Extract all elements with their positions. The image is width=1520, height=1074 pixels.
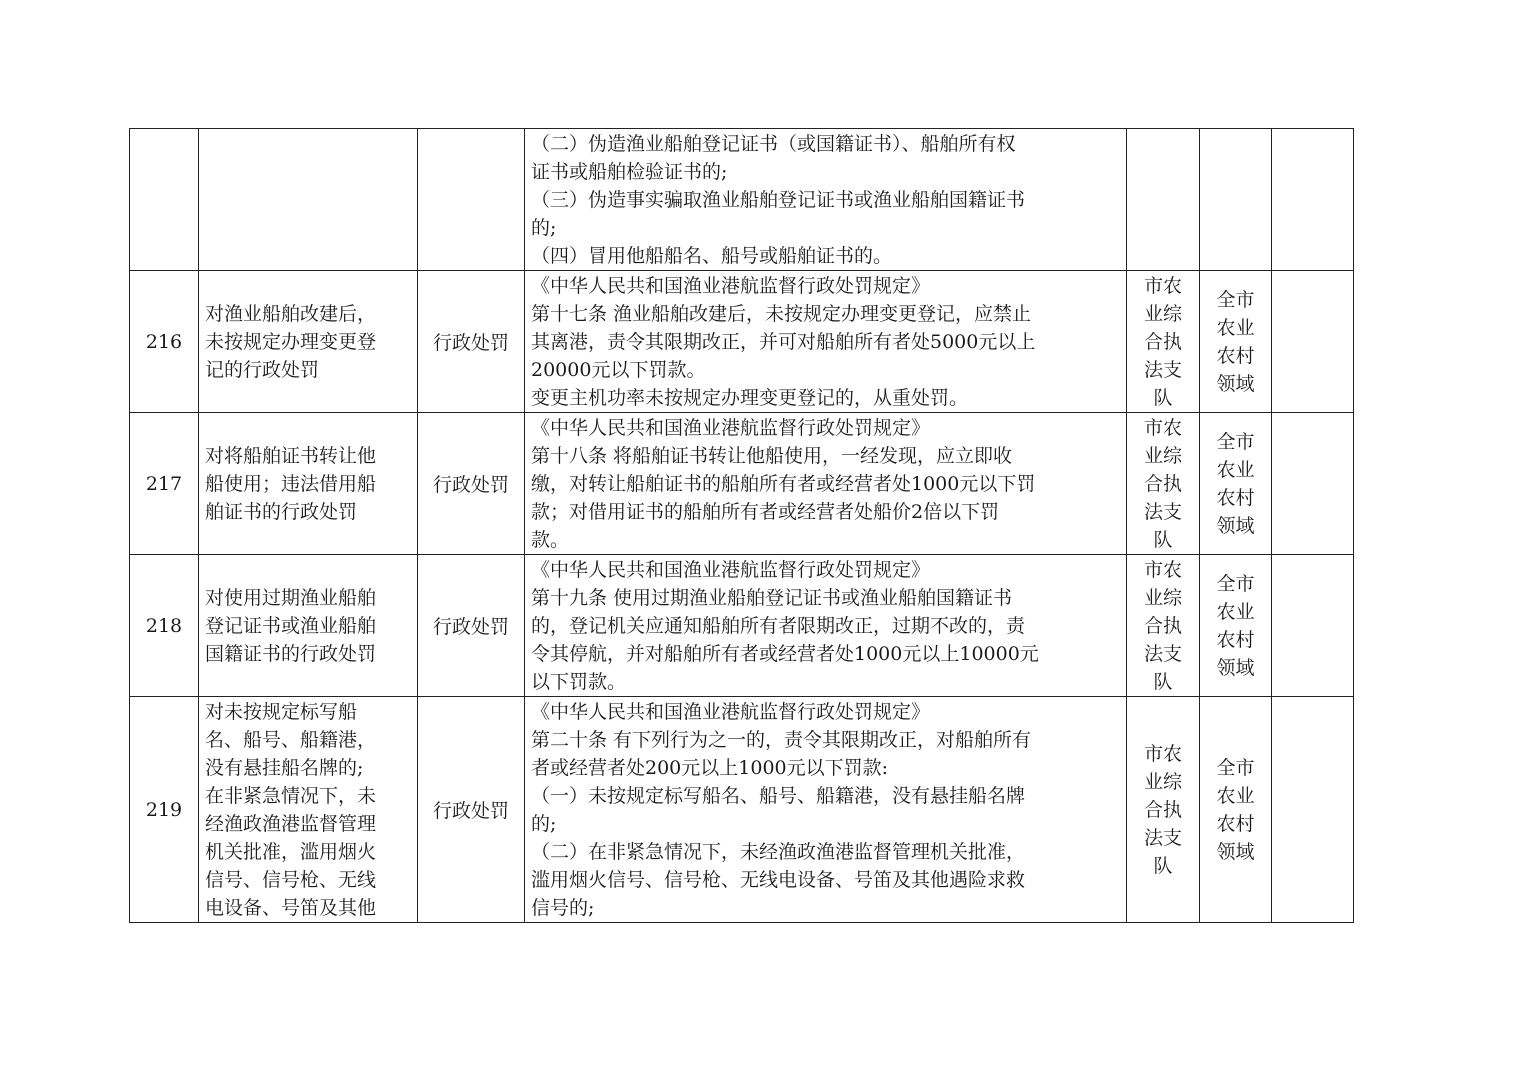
enforcement-department: 市农 业综 合执 法支 队 [1127,413,1200,555]
jurisdiction-scope [1200,129,1272,271]
penalty-item: 对使用过期渔业船舶 登记证书或渔业船舶 国籍证书的行政处罚 [199,555,418,697]
penalty-type: 行政处罚 [418,413,525,555]
penalty-type [418,129,525,271]
legal-basis: 《中华人民共和国渔业港航监督行政处罚规定》 第二十条 有下列行为之一的，责令其限期改正，对船舶所有 者或经营者处200元以上1000元以下罚款: （一）未按规定标写船名、船号、船籍港，没有悬挂船名牌 的; （二）在非紧急情况下，未经渔政渔港监督管理机关批准， 滥用烟火信号、信号枪、无线电设备、号笛及其他遇险求救 信号的; [525,697,1127,923]
table-row [130,555,1354,697]
remark-cell [1272,413,1354,555]
enforcement-department [1127,129,1200,271]
enforcement-department: 市农 业综 合执 法支 队 [1127,271,1200,413]
jurisdiction-scope: 全市 农业 农村 领域 [1200,413,1272,555]
penalty-type: 行政处罚 [418,271,525,413]
table-row [130,413,1354,555]
penalty-item [199,129,418,271]
row-number: 218 [130,555,199,697]
enforcement-department: 市农 业综 合执 法支 队 [1127,697,1200,923]
table-row [130,697,1354,923]
remark-cell [1272,555,1354,697]
jurisdiction-scope: 全市 农业 农村 领域 [1200,271,1272,413]
legal-basis: （二）伪造渔业船舶登记证书（或国籍证书）、船舶所有权 证书或船舶检验证书的; （三）伪造事实骗取渔业船舶登记证书或渔业船舶国籍证书 的; （四）冒用他船船名、船号或船舶证书的。 [525,129,1127,271]
legal-basis: 《中华人民共和国渔业港航监督行政处罚规定》 第十七条 渔业船舶改建后，未按规定办理变更登记，应禁止 其离港，责令其限期改正，并可对船舶所有者处5000元以上 20000元以下罚款。 变更主机功率未按规定办理变更登记的，从重处罚。 [525,271,1127,413]
enforcement-department: 市农 业综 合执 法支 队 [1127,555,1200,697]
penalty-type: 行政处罚 [418,555,525,697]
legal-basis: 《中华人民共和国渔业港航监督行政处罚规定》 第十八条 将船舶证书转让他船使用，一经发现，应立即收 缴，对转让船舶证书的船舶所有者或经营者处1000元以下罚 款；对借用证书的船舶所有者或经营者处船价2倍以下罚 款。 [525,413,1127,555]
remark-cell [1272,129,1354,271]
jurisdiction-scope: 全市 农业 农村 领域 [1200,555,1272,697]
row-number [130,129,199,271]
row-number: 216 [130,271,199,413]
table-row [130,271,1354,413]
penalty-item: 对未按规定标写船 名、船号、船籍港， 没有悬挂船名牌的; 在非紧急情况下，未 经渔政渔港监督管理 机关批准，滥用烟火 信号、信号枪、无线 电设备、号笛及其他 [199,697,418,923]
penalty-item: 对渔业船舶改建后， 未按规定办理变更登 记的行政处罚 [199,271,418,413]
row-number: 219 [130,697,199,923]
remark-cell [1272,271,1354,413]
penalty-type: 行政处罚 [418,697,525,923]
penalty-item: 对将船舶证书转让他 船使用；违法借用船 舶证书的行政处罚 [199,413,418,555]
jurisdiction-scope: 全市 农业 农村 领域 [1200,697,1272,923]
table-row [130,129,1354,271]
row-number: 217 [130,413,199,555]
remark-cell [1272,697,1354,923]
legal-basis: 《中华人民共和国渔业港航监督行政处罚规定》 第十九条 使用过期渔业船舶登记证书或渔业船舶国籍证书 的，登记机关应通知船舶所有者限期改正，过期不改的，责 令其停航，并对船舶所有者或经营者处1000元以上10000元 以下罚款。 [525,555,1127,697]
penalty-table [129,128,1354,923]
